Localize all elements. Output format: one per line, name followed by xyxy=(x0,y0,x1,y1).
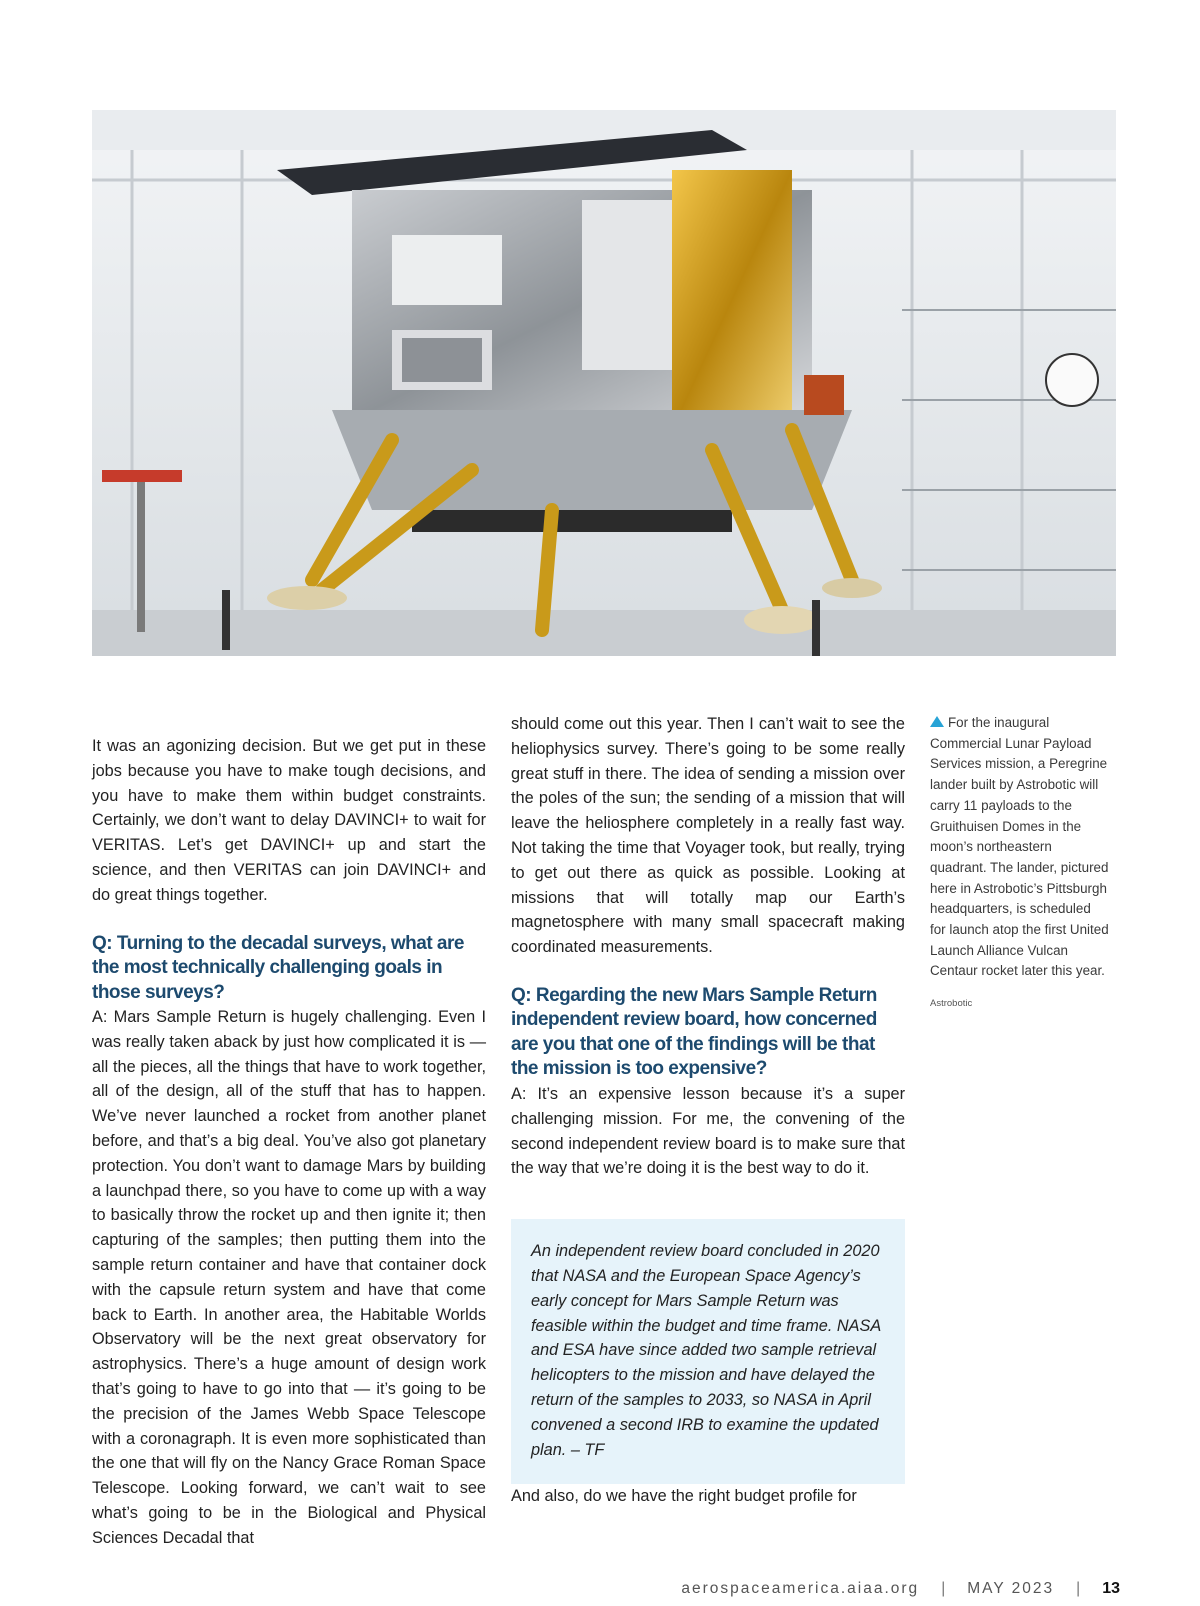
photo-credit: Astrobotic xyxy=(930,998,973,1010)
body-paragraph: It was an agonizing decision. But we get put in these jobs because you have to make tough decisions, and you have to make them within budget constraints. Certainly, we don’t want to delay DAVINCI+ to wait for VERITAS. Let’s get DAVINCI+ up and start the science, and then VERITAS can join DAVINCI+ and do great things together. xyxy=(92,737,486,904)
page-number: 13 xyxy=(1102,1580,1120,1597)
photo-caption xyxy=(930,713,1110,1015)
caption-text: For the inaugural Commercial Lunar Payload Services mission, a Peregrine lander built by Astrobotic will carry 11 payloads to the Gruithuisen Domes in the moon’s northeastern quadrant. The lander, pictured here in Astrobotic’s Pittsburgh headquarters, is scheduled for launch atop the first United Launch Alliance Vulcan Centaur rocket later this year. xyxy=(930,715,1109,979)
footer-separator: | xyxy=(941,1580,946,1597)
triangle-up-icon xyxy=(930,716,944,727)
callout-box xyxy=(511,1219,905,1484)
answer-paragraph: A: Mars Sample Return is hugely challenging. Even I was really taken aback by just how complicated it is — all the pieces, all the things that have to work together, all of the design, all of the stuff that has to happen. We’ve never launched a rocket from another planet before, and that’s a big deal. You’ve also got planetary protection. You don’t want to damage Mars by building a launchpad there, so you have to come up with a way to basically throw the rocket up and then ignite it; then capturing of the samples; then putting them into the sample return container and have that container dock with the capsule return system and have that come back to Earth. In another area, the Habitable Worlds Observatory will be the next great observatory for astrophysics. There’s a huge amount of design work that’s going to have to go into that — it’s going to be the precision of the James Webb Space Telescope with a coronagraph. It is even more sophisticated than the one that will fly on the Nancy Grace Roman Space Telescope. Looking forward, we can’t wait to see what’s going to be in the Biological and Physical Sciences Decadal that xyxy=(92,1008,486,1547)
footer-site: aerospaceamerica.aiaa.org xyxy=(681,1580,920,1597)
question-heading: Q: Regarding the new Mars Sample Return independent review board, how concerned are you that one of the findings will be that the mission is too expensive? xyxy=(511,984,877,1080)
footer-separator: | xyxy=(1076,1580,1081,1597)
callout-text: An independent review board concluded in 2020 that NASA and the European Space Agency’s early concept for Mars Sample Return was feasible within the budget and time frame. NASA and ESA have since added two sample retrieval helicopters to the mission and have delayed the return of the samples to 2033, so NASA in April convened a second IRB to examine the updated plan. – TF xyxy=(531,1242,881,1459)
footer-issue: MAY 2023 xyxy=(967,1580,1055,1597)
answer-paragraph: A: It’s an expensive lesson because it’s a super challenging mission. For me, the convening of the second independent review board is to make sure that the way that we’re doing it is the best way to do it. xyxy=(511,1084,905,1178)
body-paragraph: And also, do we have the right budget profile for xyxy=(511,1487,857,1506)
question-heading: Q: Turning to the decadal surveys, what are the most technically challenging goals in those surveys? xyxy=(92,932,464,1003)
lander-photo xyxy=(92,110,1116,656)
article-column-left xyxy=(92,734,486,1551)
body-paragraph: should come out this year. Then I can’t wait to see the heliophysics survey. There’s going to be some really great stuff in there. The idea of sending a mission over the poles of the sun; the sending of a mission that will leave the heliosphere completely in a really fast way. Not taking the time that Voyager took, but really, trying to get out there as quick as possible. Looking at missions that will totally map our Earth’s magnetosphere with many small spacecraft making coordinated measurements. xyxy=(511,715,905,957)
article-column-middle xyxy=(511,712,905,1509)
page-footer xyxy=(681,1580,1120,1598)
